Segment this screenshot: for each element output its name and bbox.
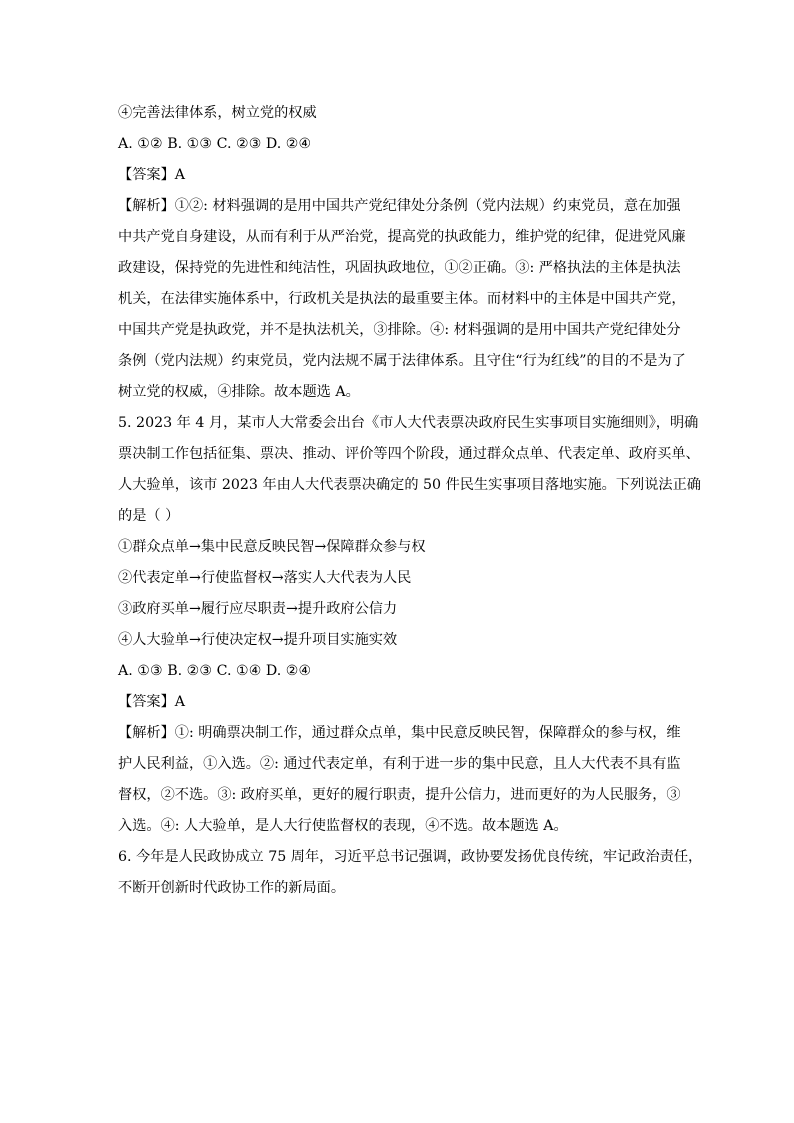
q6-stem-line: 不断开创新时代政协工作的新局面。 — [118, 880, 346, 896]
q5-answer: 【答案】A — [118, 694, 185, 710]
q5-choices: A. ①③ B. ②③ C. ①④ D. ②④ — [118, 663, 312, 679]
q5-analysis-line: 【解析】①: 明确票决制工作，通过群众点单，集中民意反映民智，保障群众的参与权，维 — [118, 725, 681, 741]
q5-option-2: ②代表定单→行使监督权→落实人大代表为人民 — [118, 570, 412, 586]
q4-analysis-line: 中国共产党是执政党，并不是执法机关，③排除。④: 材料强调的是用中国共产党纪律处分 — [118, 322, 681, 338]
q4-answer: 【答案】A — [118, 167, 185, 183]
q4-analysis-line: 【解析】①②: 材料强调的是用中国共产党纪律处分条例（党内法规）约束党员，意在加强 — [118, 198, 681, 214]
q6-stem-line: 6. 今年是人民政协成立 75 周年，习近平总书记强调，政协要发扬优良传统，牢记政治责任， — [118, 849, 703, 865]
q5-analysis-line: 督权，②不选。③: 政府买单，更好的履行职责，提升公信力，进而更好的为人民服务，③ — [118, 787, 681, 803]
q5-option-3: ③政府买单→履行应尽职责→提升政府公信力 — [118, 601, 398, 617]
q5-option-4: ④人大验单→行使决定权→提升项目实施实效 — [118, 632, 398, 648]
q5-option-1: ①群众点单→集中民意反映民智→保障群众参与权 — [118, 539, 426, 555]
q4-analysis-line: 树立党的权威，④排除。故本题选 A。 — [118, 384, 360, 400]
page-content — [118, 98, 703, 904]
q4-choices: A. ①② B. ①③ C. ②③ D. ②④ — [118, 136, 312, 152]
q5-analysis-line: 入选。④: 人大验单，是人大行使监督权的表现，④不选。故本题选 A。 — [118, 818, 568, 834]
q4-analysis-line: 政建设，保持党的先进性和纯洁性，巩固执政地位，①②正确。③: 严格执法的主体是执法 — [118, 260, 681, 276]
q4-analysis-line: 条例（党内法规）约束党员，党内法规不属于法律体系。且守住“行为红线”的目的不是为了 — [118, 353, 686, 369]
q4-option-4: ④完善法律体系，树立党的权威 — [118, 105, 317, 121]
q4-analysis-line: 机关，在法律实施体系中，行政机关是执法的最重要主体。而材料中的主体是中国共产党， — [118, 291, 686, 307]
q5-analysis-line: 护人民利益，①入选。②: 通过代表定单，有利于进一步的集中民意，且人大代表不具有监 — [118, 756, 681, 772]
q5-stem-line: 人大验单，该市 2023 年由人大代表票决确定的 50 件民生实事项目落地实施。下列说法正确 — [118, 477, 701, 493]
q5-stem-line: 5. 2023 年 4 月，某市人大常委会出台《市人大代表票决政府民生实事项目实施细则》，明确 — [118, 415, 699, 431]
q5-stem-line: 票决制工作包括征集、票决、推动、评价等四个阶段，通过群众点单、代表定单、政府买单、 — [118, 446, 700, 462]
q4-analysis-line: 中共产党自身建设，从而有利于从严治党，提高党的执政能力，维护党的纪律，促进党风廉 — [118, 229, 686, 245]
q5-stem-line: 的是（ ） — [118, 508, 180, 524]
